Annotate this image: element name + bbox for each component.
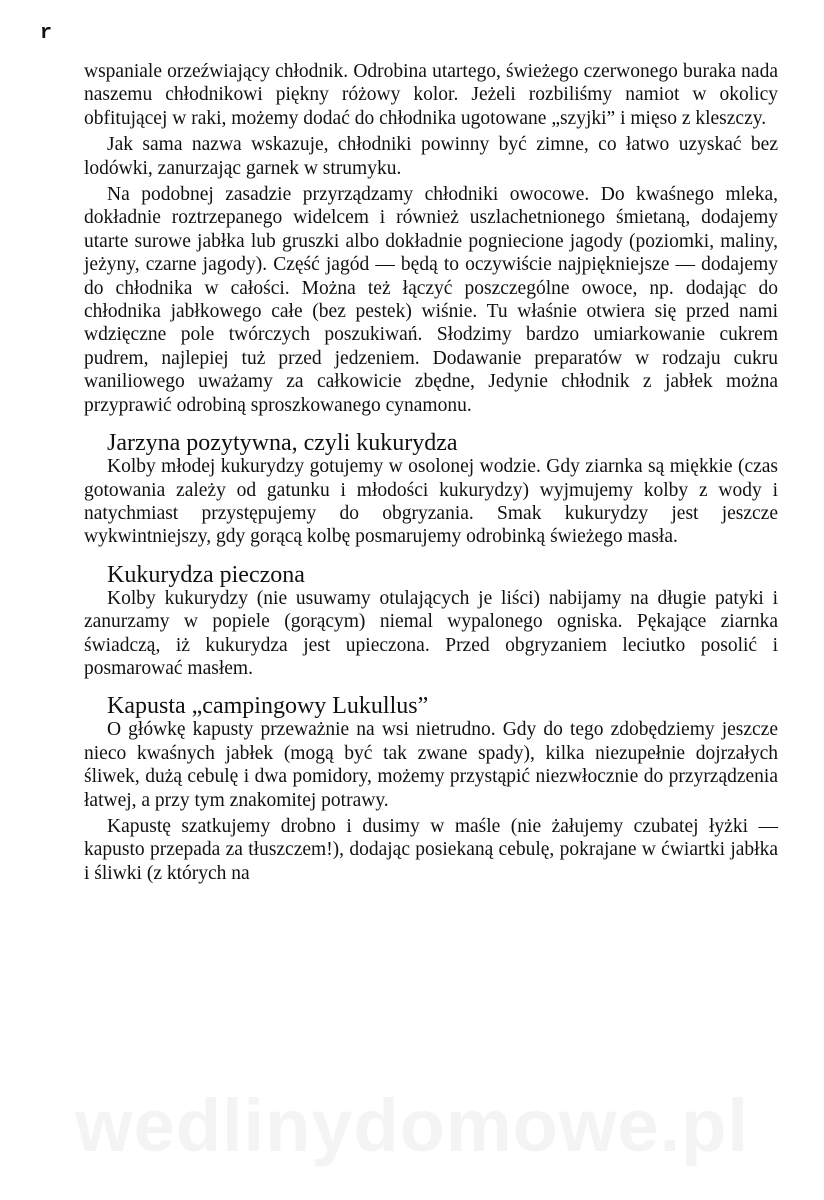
section-heading-kukurydza: Jarzyna pozytywna, czyli kukurydza: [107, 430, 458, 457]
section-heading-kukurydza-pieczona: Kukurydza pieczona: [107, 561, 305, 588]
paragraph-chlodniki-owocowe: Na podobnej zasadzie przyrządzamy chłodniki owocowe. Do kwaśnego mleka, dokładnie roztrzepanego widelcem i również uszlachetnionego śmietaną, dodajemy utarte surowe jabłka lub gruszki albo dokładnie pogniecione jagody (poziomki, maliny, jeżyny, czarne jagody). Część jagód — będą to oczywiście najpiękniejsze — dodajemy do chłodnika w całości. Można też łączyć poszczególne owoce, np. dodając do chłodnika jabłkowego całe (bez pestek) wiśnie. Tu właśnie otwiera się przed nami wdzięczne pole twórczych poszukiwań. Słodzimy bardzo umiarkowanie cukrem pudrem, najlepiej tuż przed jedzeniem. Dodawanie preparatów w rodzaju cukru waniliowego uważamy za całkowicie zbędne, Jedynie chłodnik z jabłek można przyprawić odrobiną sproszkowanego cynamonu.: [84, 184, 778, 416]
paragraph-kukurydza-pieczona: Kolby kukurydzy (nie usuwamy otulających je liści) nabijamy na długie patyki i zanurzamy w popiele (gorącym) niemal wypalonego ogniska. Pękające ziarnka świadczą, iż kukurydza jest upieczona. Przed obgryzaniem leciutko posolić i posmarować masłem.: [84, 587, 778, 679]
page-body: [84, 60, 778, 885]
watermark: wedlinydomowe.pl: [75, 1084, 749, 1167]
paragraph-continued: wspaniale orzeźwiający chłodnik. Odrobina utartego, świeżego czerwonego buraka nada naszemu chłodnikowi piękny różowy kolor. Jeżeli rozbiliśmy namiot w okolicy obfitującej w raki, możemy dodać do chłodnika ugotowane „szyjki” i mięso z kleszczy.: [84, 61, 778, 129]
section-heading-kapusta: Kapusta „campingowy Lukullus”: [107, 693, 429, 720]
paragraph-kapusta-2: Kapustę szatkujemy drobno i dusimy w maśle (nie żałujemy czubatej łyżki — kapusto przepada za tłuszczem!), dodając posiekaną cebulę, pokrajane w ćwiartki jabłka i śliwki (z których na: [84, 815, 778, 884]
corner-mark: r: [40, 22, 53, 45]
paragraph-chlodniki-zimne: Jak sama nazwa wskazuje, chłodniki powinny być zimne, co łatwo uzyskać bez lodówki, zanurzając garnek w strumyku.: [84, 134, 778, 179]
paragraph-kukurydza: Kolby młodej kukurydzy gotujemy w osolonej wodzie. Gdy ziarnka są miękkie (czas gotowania zależy od gatunku i młodości kukurydzy) wyjmujemy kolby z wody i natychmiast przystępujemy do obgryzania. Smak kukurydzy jest jeszcze wykwintniejszy, gdy gorącą kolbę posmarujemy odrobinką świeżego masła.: [84, 456, 778, 548]
paragraph-kapusta-1: O główkę kapusty przeważnie na wsi nietrudno. Gdy do tego zdobędziemy jeszcze nieco kwaśnych jabłek (mogą być tak zwane spady), kilka niezupełnie dojrzałych śliwek, dużą cebulę i dwa pomidory, możemy przystąpić niezwłocznie do przyrządzenia łatwej, a przy tym znakomitej potrawy.: [84, 719, 778, 811]
